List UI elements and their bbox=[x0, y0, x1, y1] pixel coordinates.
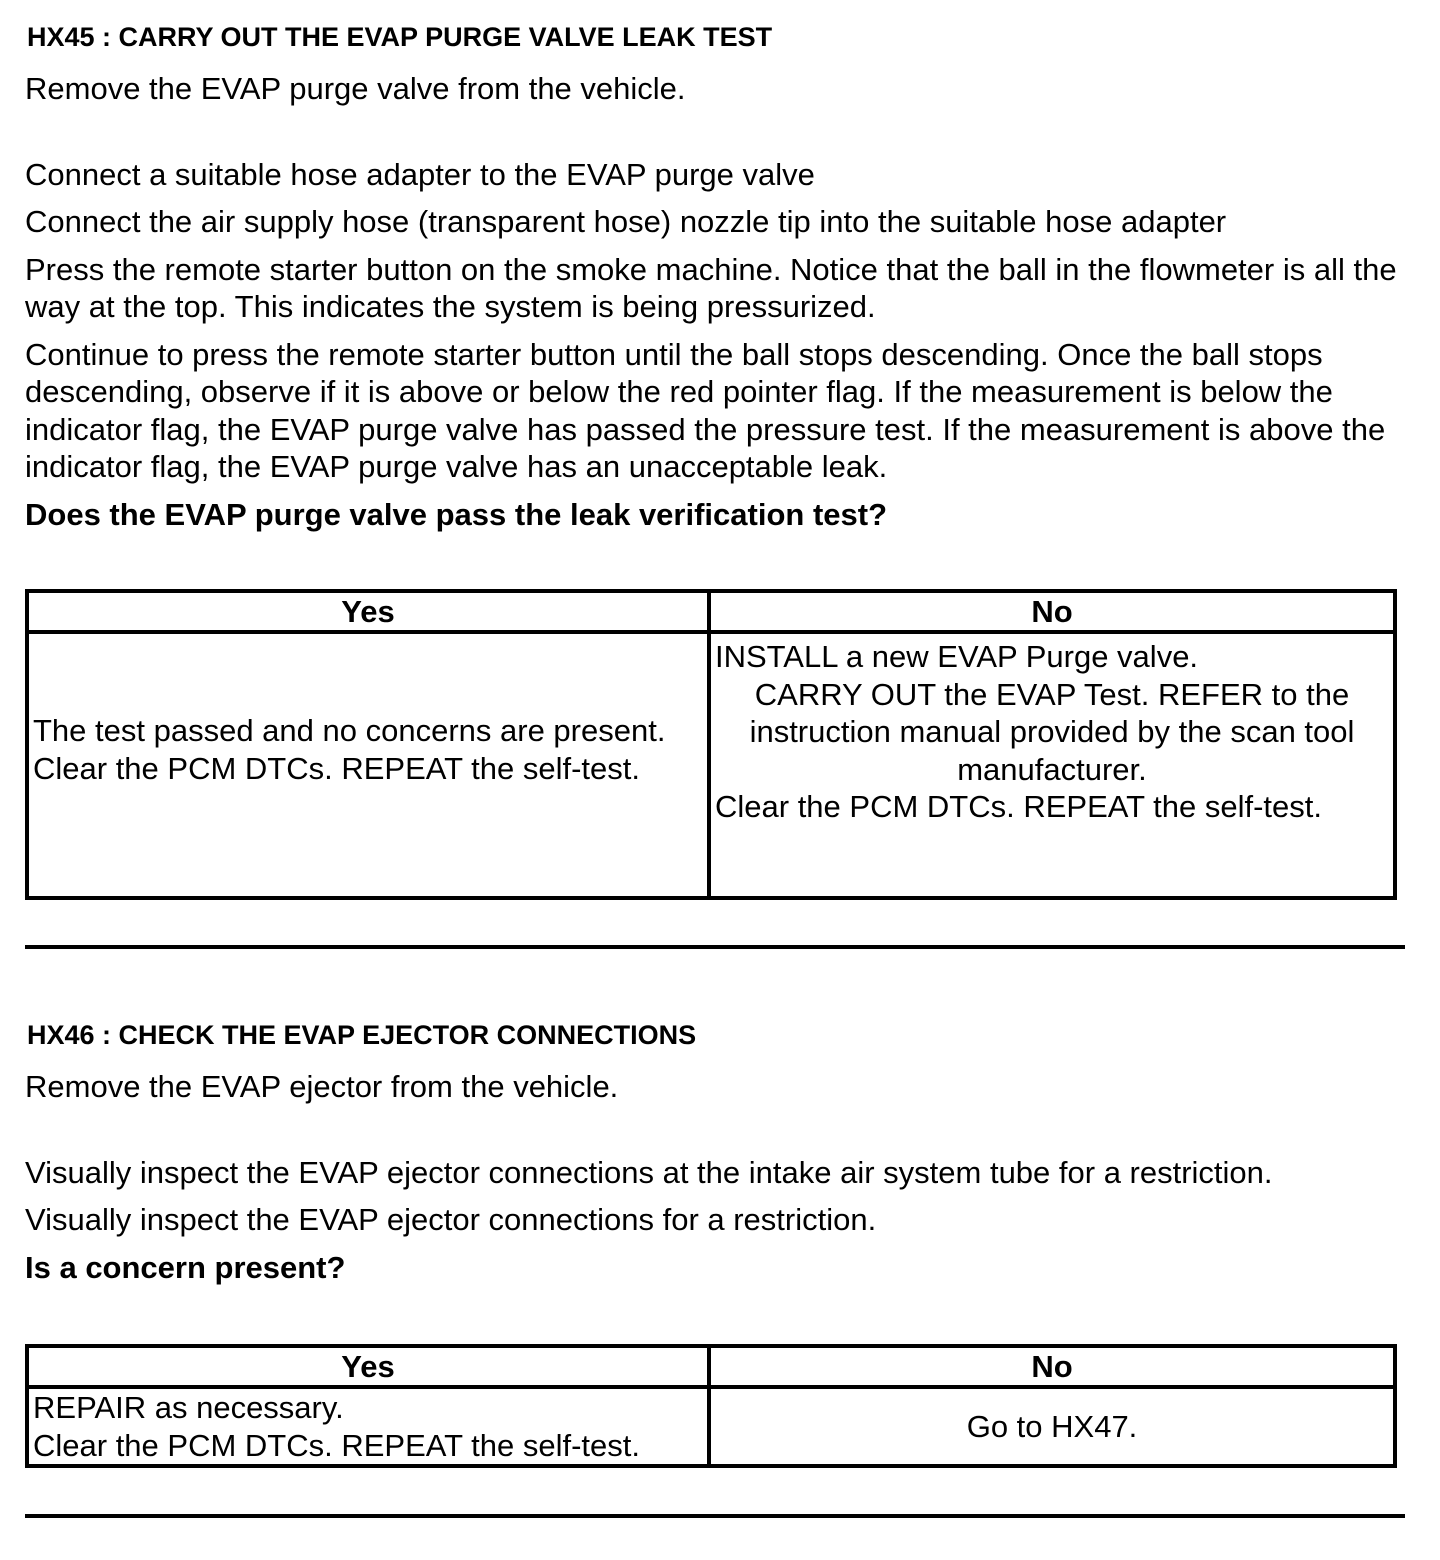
hx46-decision-table bbox=[25, 1344, 1397, 1468]
table-row bbox=[27, 1387, 1395, 1466]
no-header: No bbox=[709, 1346, 1395, 1387]
hx45-question: Does the EVAP purge valve pass the leak verification test? bbox=[25, 496, 888, 532]
section-divider bbox=[25, 945, 1405, 949]
table-header-row bbox=[27, 1346, 1395, 1387]
section-divider bbox=[25, 1514, 1405, 1518]
hx46-question: Is a concern present? bbox=[25, 1249, 346, 1285]
hx46-section bbox=[25, 1020, 1405, 1286]
no-header: No bbox=[709, 591, 1395, 632]
yes-header: Yes bbox=[27, 1346, 709, 1387]
hx45-step: Remove the EVAP purge valve from the vehicle. bbox=[25, 71, 686, 106]
hx45-heading: HX45 : CARRY OUT THE EVAP PURGE VALVE LEAK TEST bbox=[27, 22, 773, 52]
no-cell bbox=[709, 1387, 1395, 1466]
yes-line: Clear the PCM DTCs. REPEAT the self-test. bbox=[33, 750, 640, 786]
no-line: INSTALL a new EVAP Purge valve. bbox=[715, 639, 1199, 674]
yes-line: REPAIR as necessary. bbox=[33, 1390, 344, 1425]
hx45-step: Connect a suitable hose adapter to the EVAP purge valve bbox=[25, 156, 815, 192]
hx46-step: Remove the EVAP ejector from the vehicle. bbox=[25, 1069, 619, 1104]
yes-cell bbox=[27, 632, 709, 898]
no-line: Go to HX47. bbox=[966, 1408, 1138, 1444]
hx45-step: Connect the air supply hose (transparent hose) nozzle tip into the suitable hose adapter bbox=[25, 204, 1227, 239]
no-cell bbox=[709, 632, 1395, 898]
hx46-heading: HX46 : CHECK THE EVAP EJECTOR CONNECTIONS bbox=[27, 1020, 697, 1050]
no-line: CARRY OUT the EVAP Test. REFER to the instruction manual provided by the scan tool manufacturer. bbox=[749, 676, 1355, 787]
hx46-step: Visually inspect the EVAP ejector connections at the intake air system tube for a restriction. bbox=[25, 1154, 1273, 1190]
yes-line: The test passed and no concerns are present. bbox=[33, 713, 666, 748]
hx46-step: Visually inspect the EVAP ejector connections for a restriction. bbox=[25, 1202, 877, 1237]
yes-line: Clear the PCM DTCs. REPEAT the self-test. bbox=[33, 1427, 640, 1463]
no-line: Clear the PCM DTCs. REPEAT the self-test. bbox=[715, 789, 1322, 824]
hx45-decision-table bbox=[25, 589, 1397, 900]
table-row bbox=[27, 632, 1395, 898]
yes-cell bbox=[27, 1387, 709, 1466]
hx45-section bbox=[25, 22, 1405, 533]
hx45-step: Press the remote starter button on the smoke machine. Notice that the ball in the flowmeter is all the way at the top. This indicates the system is being pressurized. bbox=[25, 251, 1397, 324]
table-header-row bbox=[27, 591, 1395, 632]
yes-header: Yes bbox=[27, 591, 709, 632]
hx45-step: Continue to press the remote starter button until the ball stops descending. Once the ball stops descending, observe if it is above or below the red pointer flag. If the measurement is below the indicator flag, the EVAP purge valve has passed the pressure test. If the measurement is above the indicator flag, the EVAP purge valve has an unacceptable leak. bbox=[25, 336, 1386, 484]
